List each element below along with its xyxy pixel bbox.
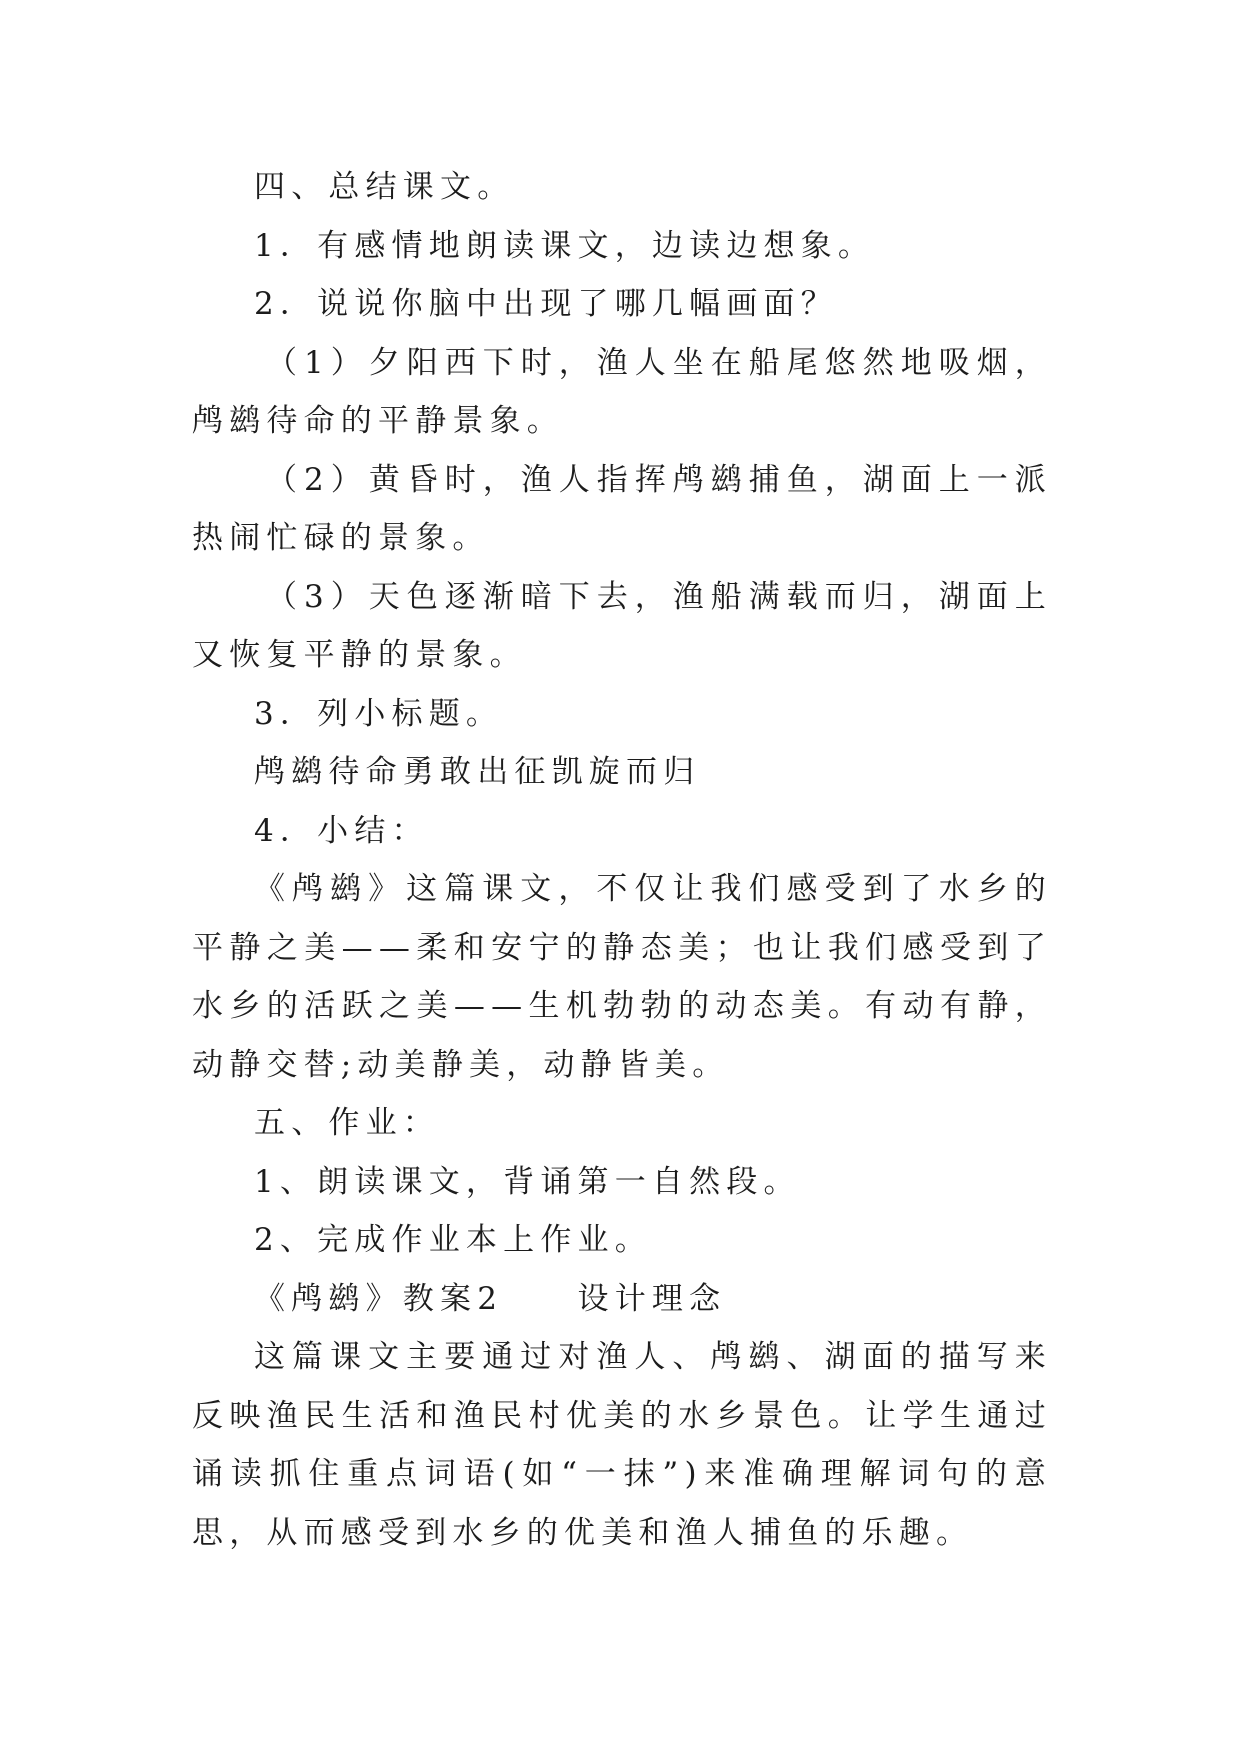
section-heading-summary: 四、总结课文。 [254, 169, 515, 205]
list-item-summary: 4．小结： [254, 812, 429, 849]
list-item-describe-scenes: 2．说说你脑中出现了哪几幅画面？ [254, 286, 838, 322]
list-item-subtitles: 3．列小标题。 [254, 695, 504, 732]
summary-paragraph: 《鸬鹚》这篇课文，不仅让我们感受到了水乡的平静之美——柔和安宁的静态美；也让我们感受到了水乡的活跃之美——生机勃勃的动态美。有动有静，动静交替;动美静美，动静皆美。 [192, 871, 1052, 1083]
section-heading-homework: 五、作业： [254, 1105, 440, 1141]
list-item-read-aloud: 1．有感情地朗读课文，边读边想象。 [254, 227, 876, 264]
design-concept-paragraph: 这篇课文主要通过对渔人、鸬鹚、湖面的描写来反映渔民生活和渔民村优美的水乡景色。让学生通过诵读抓住重点词语(如“一抹”)来准确理解词句的意思，从而感受到水乡的优美和渔人捕鱼的乐趣。 [192, 1339, 1052, 1551]
lesson-plan-2-heading: 《鸬鹚》教案2 设计理念 [254, 1280, 727, 1317]
scene-item-2: （2）黄昏时，渔人指挥鸬鹚捕鱼，湖面上一派热闹忙碌的景象。 [192, 461, 1052, 556]
subtitles-line: 鸬鹚待命勇敢出征凯旋而归 [254, 754, 701, 790]
homework-item-2: 2、完成作业本上作业。 [254, 1222, 652, 1258]
homework-item-1: 1、朗读课文，背诵第一自然段。 [254, 1163, 801, 1200]
scene-item-1: （1）夕阳西下时，渔人坐在船尾悠然地吸烟，鸬鹚待命的平静景象。 [192, 344, 1052, 439]
scene-item-3: （3）天色逐渐暗下去，渔船满载而归，湖面上又恢复平静的景象。 [192, 578, 1052, 673]
document-page [192, 158, 1052, 1562]
